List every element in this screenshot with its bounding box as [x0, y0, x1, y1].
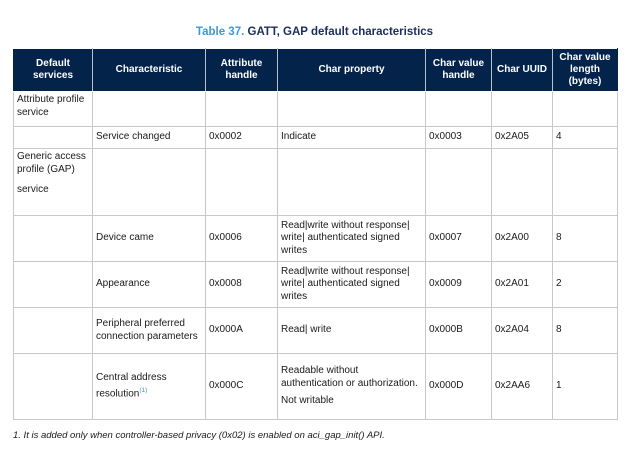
cell-value-handle: 0x0007 [426, 216, 492, 262]
cell-service [14, 262, 93, 308]
cell-characteristic: Appearance [93, 262, 206, 308]
cell-characteristic [93, 354, 206, 420]
cell-uuid: 0x2A04 [492, 308, 553, 354]
table-header-row [14, 49, 618, 92]
cell-uuid: 0x2AA6 [492, 354, 553, 420]
cell-characteristic [93, 149, 206, 216]
cell-uuid: 0x2A01 [492, 262, 553, 308]
cell-length: 8 [553, 216, 618, 262]
cell-uuid: 0x2A00 [492, 216, 553, 262]
cell-property: Read|write without response| write| authenticated signed writes [278, 216, 426, 262]
cell-uuid: 0x2A05 [492, 127, 553, 149]
table-number: Table 37. [195, 26, 245, 38]
header-char-uuid: Char UUID [492, 49, 553, 92]
cell-service: Attribute profile service [14, 92, 93, 127]
table-row [14, 127, 618, 149]
cell-service [14, 216, 93, 262]
cell-attr-handle: 0x000A [206, 308, 278, 354]
cell-characteristic: Service changed [93, 127, 206, 149]
property-text-extra: Not writable [281, 395, 334, 407]
cell-property [278, 149, 426, 216]
characteristic-name: Central address resolution [96, 372, 167, 400]
table-row [14, 216, 618, 262]
cell-attr-handle [206, 149, 278, 216]
cell-attr-handle: 0x0008 [206, 262, 278, 308]
cell-property: Read|write without response| write| authenticated signed writes [278, 262, 426, 308]
header-default-services: Default services [14, 49, 93, 92]
table-row [14, 149, 618, 216]
header-characteristic: Characteristic [93, 49, 206, 92]
cell-attr-handle: 0x000C [206, 354, 278, 420]
cell-characteristic: Peripheral preferred connection parameters [93, 308, 206, 354]
table-title: GATT, GAP default characteristics [247, 26, 434, 38]
table-row [14, 262, 618, 308]
cell-characteristic: Device came [93, 216, 206, 262]
cell-uuid [492, 149, 553, 216]
cell-service [14, 149, 93, 216]
cell-property [278, 354, 426, 420]
table-caption [0, 26, 629, 38]
cell-attr-handle [206, 92, 278, 127]
table-row [14, 92, 618, 127]
cell-uuid [492, 92, 553, 127]
cell-length [553, 92, 618, 127]
cell-service [14, 127, 93, 149]
cell-value-handle [426, 149, 492, 216]
header-attribute-handle: Attribute handle [206, 49, 278, 92]
service-name: Generic access profile (GAP) [17, 151, 86, 175]
cell-value-handle: 0x000D [426, 354, 492, 420]
cell-value-handle: 0x0009 [426, 262, 492, 308]
cell-service [14, 354, 93, 420]
property-text: Readable without authentication or authorization. [281, 365, 418, 389]
cell-length: 2 [553, 262, 618, 308]
cell-length [553, 149, 618, 216]
cell-value-handle [426, 92, 492, 127]
gatt-gap-table [13, 48, 618, 420]
cell-property [278, 92, 426, 127]
cell-property: Read| write [278, 308, 426, 354]
cell-attr-handle: 0x0006 [206, 216, 278, 262]
cell-value-handle: 0x000B [426, 308, 492, 354]
header-char-value-length: Char value length (bytes) [553, 49, 618, 92]
header-char-property: Char property [278, 49, 426, 92]
cell-service [14, 308, 93, 354]
cell-length: 1 [553, 354, 618, 420]
footnote: 1. It is added only when controller-based privacy (0x02) is enabled on aci_gap_init() API. [13, 430, 385, 441]
table-row [14, 354, 618, 420]
footnote-reference[interactable]: (1) [139, 386, 148, 394]
cell-value-handle: 0x0003 [426, 127, 492, 149]
cell-length: 4 [553, 127, 618, 149]
cell-characteristic [93, 92, 206, 127]
cell-property: Indicate [278, 127, 426, 149]
cell-attr-handle: 0x0002 [206, 127, 278, 149]
service-name-suffix: service [17, 184, 49, 195]
cell-length: 8 [553, 308, 618, 354]
table-row [14, 308, 618, 354]
header-char-value-handle: Char value handle [426, 49, 492, 92]
